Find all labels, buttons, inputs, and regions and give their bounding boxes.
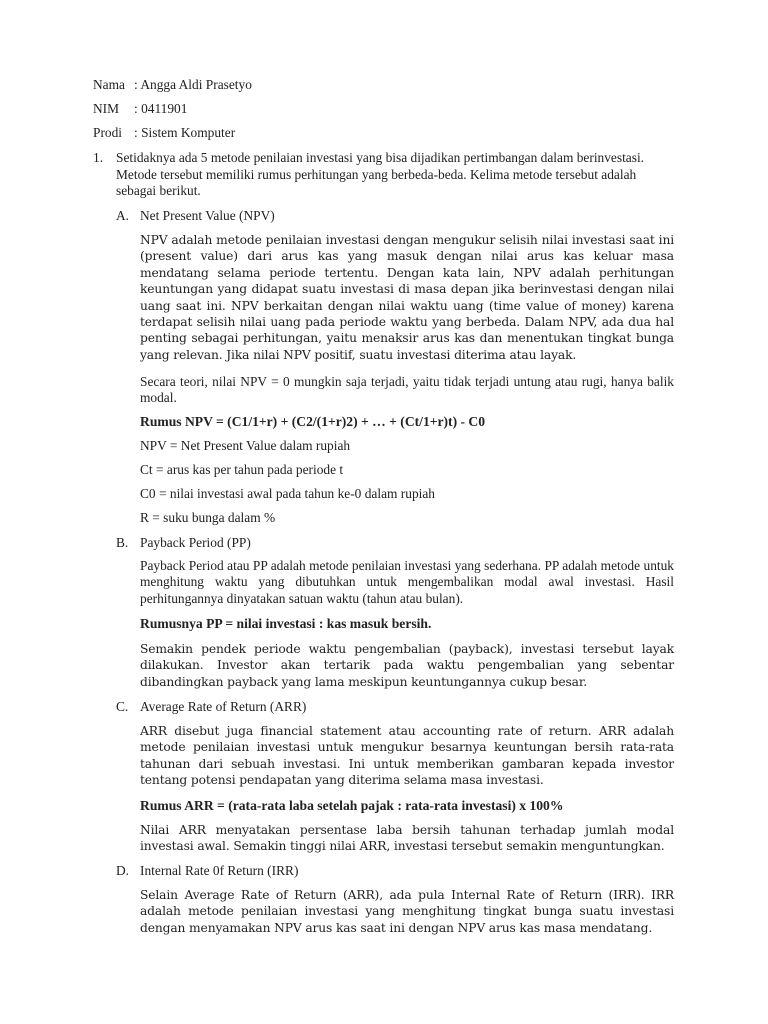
section-c-letter: C. bbox=[116, 699, 129, 714]
section-b-letter: B. bbox=[116, 535, 129, 550]
prodi-label: Prodi bbox=[93, 125, 123, 140]
section-a-paragraph-2: Secara teori, nilai NPV = 0 mungkin saja terjadi, yaitu tidak terjadi untung atau rugi, hanya balik modal. bbox=[140, 374, 674, 406]
c0-definition: C0 = nilai investasi awal pada tahun ke-0 dalam rupiah bbox=[140, 486, 435, 501]
nim-value: : 0411901 bbox=[134, 101, 188, 116]
name-row bbox=[93, 77, 252, 93]
section-b-paragraph-2: Semakin pendek periode waktu pengembalian (payback), investasi tersebut layak dilakukan. Investor akan tertarik pada waktu pengembalian yang sebentar dibandingkan payback yang lama meskipun keuntungannya cukup besar. bbox=[140, 642, 674, 689]
arr-formula: Rumus ARR = (rata-rata laba setelah pajak : rata-rata investasi) x 100% bbox=[140, 798, 564, 813]
npv-formula: Rumus NPV = (C1/1+r) + (C2/(1+r)2) + … + (Ct/1+r)t) - C0 bbox=[140, 414, 486, 429]
section-b-title: Payback Period (PP) bbox=[140, 535, 251, 550]
name-value: : Angga Aldi Prasetyo bbox=[134, 77, 252, 92]
prodi-value: : Sistem Komputer bbox=[134, 125, 236, 140]
name-label: Nama bbox=[93, 77, 125, 92]
section-a-letter: A. bbox=[116, 208, 130, 223]
nim-label: NIM bbox=[93, 101, 120, 116]
ct-definition: Ct = arus kas per tahun pada periode t bbox=[140, 462, 344, 477]
section-c-title: Average Rate of Return (ARR) bbox=[140, 699, 307, 714]
r-definition: R = suku bunga dalam % bbox=[140, 510, 276, 525]
section-c-paragraph-2: Nilai ARR menyatakan persentase laba bersih tahunan terhadap jumlah modal investasi awal. Semakin tinggi nilai ARR, investasi tersebut semakin menguntungkan. bbox=[140, 823, 674, 854]
nim-row bbox=[93, 101, 187, 117]
section-a-title: Net Present Value (NPV) bbox=[140, 208, 275, 223]
item-intro-text: Setidaknya ada 5 metode penilaian investasi yang bisa dijadikan pertimbangan dalam berinvestasi. Metode tersebut memiliki rumus perhitungan yang berbeda-beda. Kelima metode tersebut adalah sebagai berikut. bbox=[116, 150, 645, 198]
pp-formula: Rumusnya PP = nilai investasi : kas masuk bersih. bbox=[140, 616, 432, 631]
section-c-paragraph-1: ARR disebut juga financial statement atau accounting rate of return. ARR adalah metode penilaian investasi untuk mengukur besarnya keuntungan bersih rata-rata tahunan dari sebuah investasi. Ini untuk memberikan gambaran kepada investor tentang potensi pendapatan yang diterima selama masa investasi. bbox=[140, 724, 674, 788]
npv-definition: NPV = Net Present Value dalam rupiah bbox=[140, 438, 351, 453]
section-d-paragraph-1: Selain Average Rate of Return (ARR), ada pula Internal Rate of Return (IRR). IRR adalah metode penilaian investasi yang menghitung tingkat bunga suatu investasi dengan menyamakan NPV arus kas saat ini dengan NPV arus kas masa mendatang. bbox=[140, 888, 674, 935]
section-d-letter: D. bbox=[116, 863, 130, 878]
section-a-paragraph-1: NPV adalah metode penilaian investasi dengan mengukur selisih nilai investasi saat ini (present value) dari arus kas yang masuk dengan nilai arus kas keluar masa mendatang selama periode tertentu. Dengan kata lain, NPV adalah perhitungan keuntungan yang didapat suatu investasi di masa depan jika berinvestasi dengan nilai uang saat ini. NPV berkaitan dengan nilai waktu uang (time value of money) karena terdapat selisih nilai uang pada periode waktu yang berbeda. Dalam NPV, ada dua hal penting sebagai perhitungan, yaitu menaksir arus kas dan menentukan tingkat bunga yang relevan. Jika nilai NPV positif, suatu investasi diterima atau layak. bbox=[140, 233, 674, 362]
section-d-title: Internal Rate 0f Return (IRR) bbox=[140, 863, 299, 878]
item-number: 1. bbox=[93, 150, 104, 165]
section-b-paragraph-1: Payback Period atau PP adalah metode penilaian investasi yang sederhana. PP adalah metode untuk menghitung waktu yang dibutuhkan untuk mengembalikan modal awal investasi. Hasil perhitungannya dinyatakan satuan waktu (tahun atau bulan). bbox=[140, 558, 674, 606]
prodi-row bbox=[93, 125, 235, 141]
